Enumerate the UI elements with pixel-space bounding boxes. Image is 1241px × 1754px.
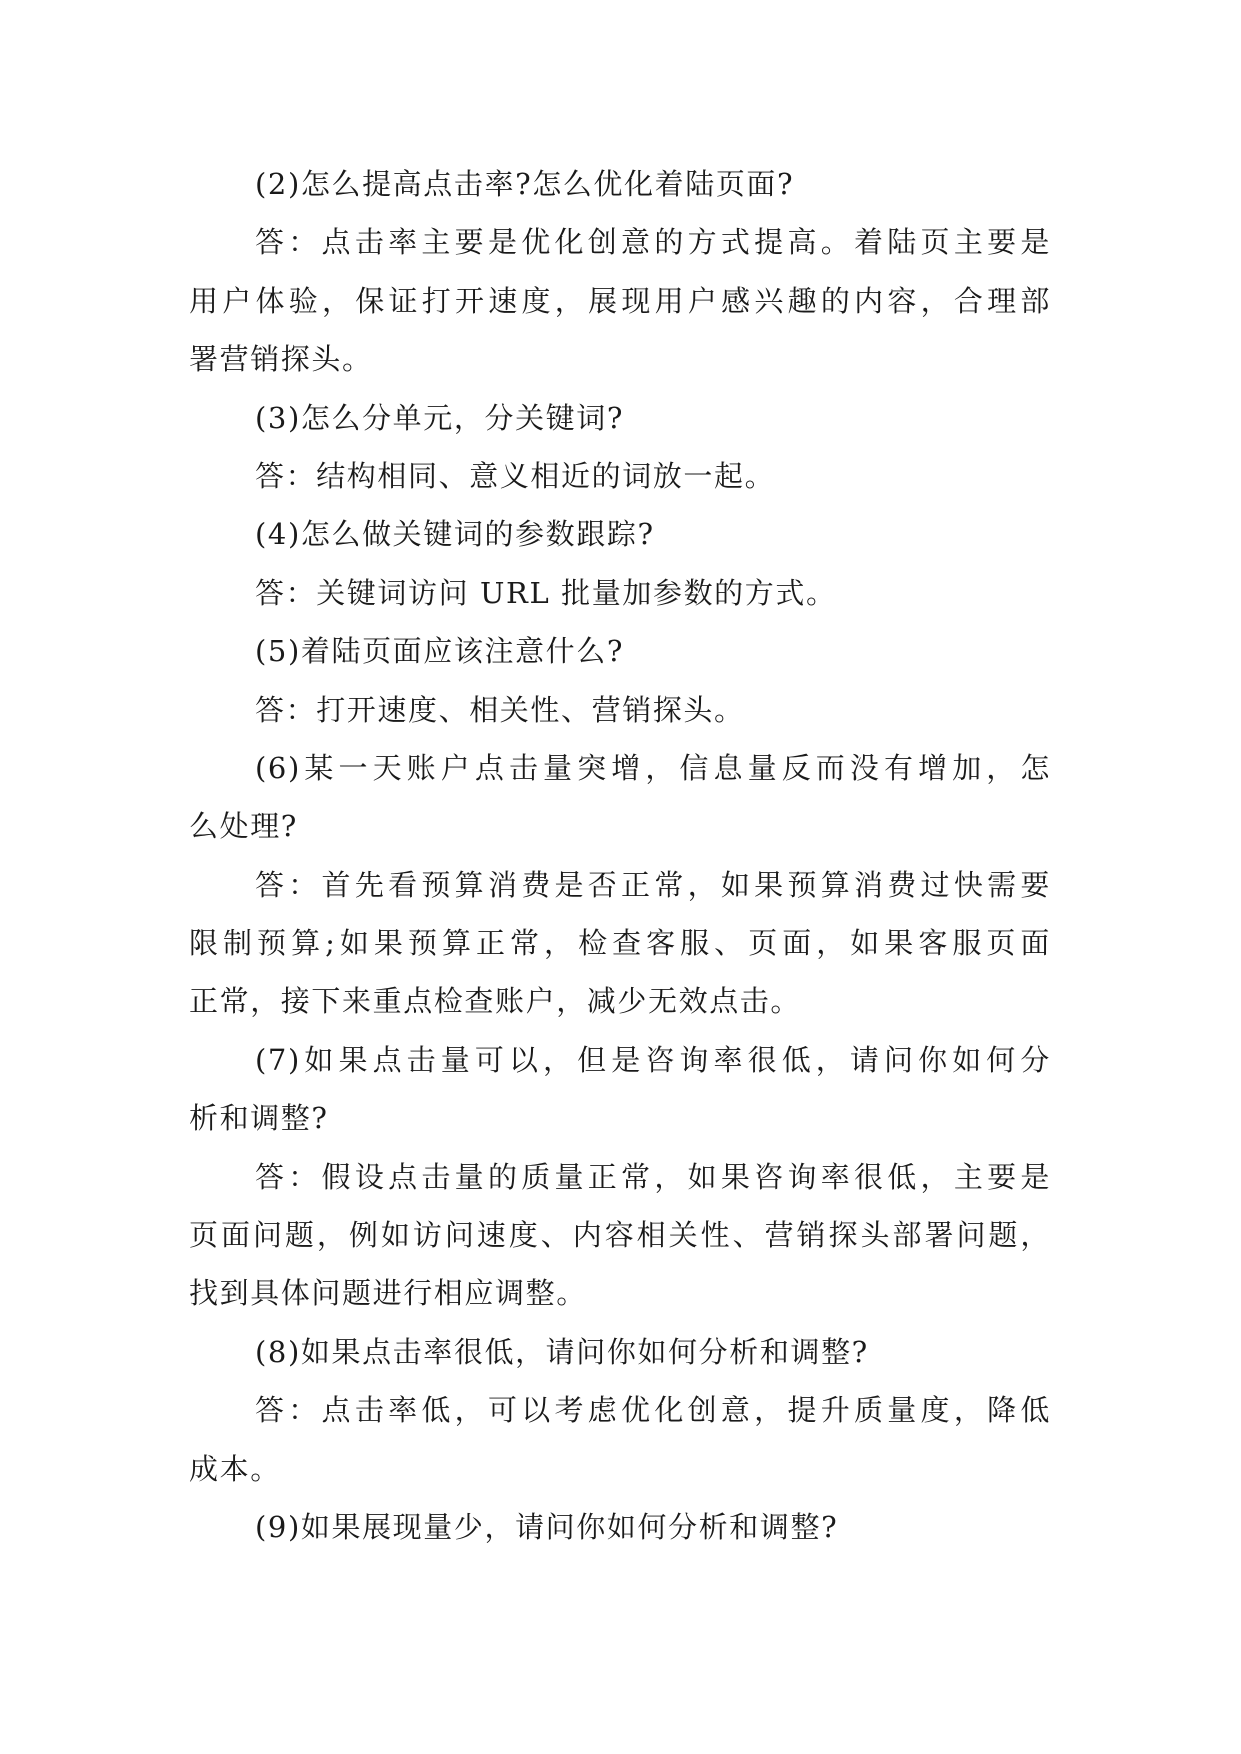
question-paragraph: [189, 1498, 1051, 1556]
paragraph-line: 答：结构相同、意义相近的词放一起。: [255, 458, 776, 493]
answer-paragraph: [189, 564, 1051, 622]
answer-paragraph: [189, 1381, 1051, 1498]
question-paragraph: [189, 622, 1051, 680]
paragraph-line: (6)某一天账户点击量突增，信息量反而没有增加，怎: [255, 750, 1051, 785]
paragraph-line: 找到具体问题进行相应调整。: [189, 1276, 587, 1311]
paragraph-line: 正常，接下来重点检查账户，减少无效点击。: [189, 984, 802, 1019]
paragraph-line: 限制预算;如果预算正常，检查客服、页面，如果客服页面: [189, 926, 1051, 961]
paragraph-line: (7)如果点击量可以，但是咨询率很低，请问你如何分: [255, 1042, 1051, 1077]
paragraph-line: (3)怎么分单元，分关键词?: [255, 400, 625, 435]
paragraph-line: 页面问题，例如访问速度、内容相关性、营销探头部署问题，: [189, 1218, 1051, 1253]
document-body: [189, 155, 1051, 1556]
question-paragraph: [189, 1323, 1051, 1381]
paragraph-line: (9)如果展现量少，请问你如何分析和调整?: [255, 1509, 839, 1544]
paragraph-line: 用户体验，保证打开速度，展现用户感兴趣的内容，合理部: [189, 283, 1051, 318]
question-paragraph: [189, 389, 1051, 447]
answer-paragraph: [189, 447, 1051, 505]
paragraph-line: 么处理?: [189, 809, 298, 844]
paragraph-line: (4)怎么做关键词的参数跟踪?: [255, 517, 655, 552]
paragraph-line: 答：假设点击量的质量正常，如果咨询率很低，主要是: [255, 1159, 1051, 1194]
answer-paragraph: [189, 1148, 1051, 1323]
question-paragraph: [189, 155, 1051, 213]
paragraph-line: 答：打开速度、相关性、营销探头。: [255, 692, 745, 727]
paragraph-line: 署营销探头。: [189, 342, 373, 377]
paragraph-line: 答：首先看预算消费是否正常，如果预算消费过快需要: [255, 867, 1051, 902]
paragraph-line: 答：点击率低，可以考虑优化创意，提升质量度，降低: [255, 1393, 1051, 1428]
paragraph-line: 成本。: [189, 1451, 281, 1486]
question-paragraph: [189, 739, 1051, 856]
paragraph-line: (2)怎么提高点击率?怎么优化着陆页面?: [255, 167, 795, 201]
paragraph-line: 答：点击率主要是优化创意的方式提高。着陆页主要是: [255, 225, 1051, 260]
answer-paragraph: [189, 681, 1051, 739]
paragraph-line: 答：关键词访问 URL 批量加参数的方式。: [255, 575, 837, 610]
question-paragraph: [189, 1031, 1051, 1148]
answer-paragraph: [189, 213, 1051, 388]
paragraph-line: (5)着陆页面应该注意什么?: [255, 634, 625, 669]
answer-paragraph: [189, 856, 1051, 1031]
paragraph-line: (8)如果点击率很低，请问你如何分析和调整?: [255, 1334, 869, 1369]
question-paragraph: [189, 505, 1051, 563]
paragraph-line: 析和调整?: [189, 1101, 329, 1136]
